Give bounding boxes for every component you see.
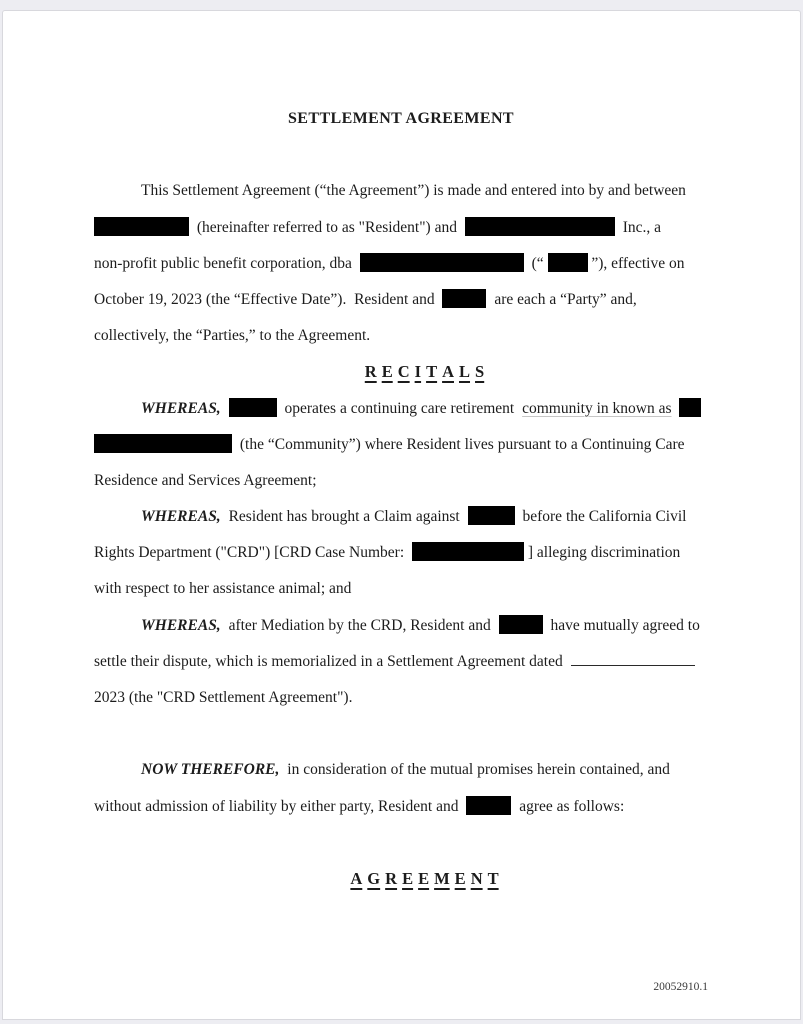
redaction-bar: [468, 506, 515, 525]
intro-text: (“: [531, 254, 544, 272]
whereas-text: have mutually agreed to: [550, 616, 700, 634]
redaction-bar: [94, 217, 189, 236]
whereas-3-line-3: [94, 680, 708, 716]
intro-line-3: [94, 246, 708, 282]
whereas-text: (the “Community”) where Resident lives pursuant to a Continuing Care: [239, 435, 685, 453]
redaction-bar: [465, 217, 615, 236]
intro-text: Inc., a: [622, 218, 662, 236]
redaction-bar: [412, 542, 524, 561]
whereas-3-line-1: [94, 608, 708, 644]
whereas-2-line-1: [94, 499, 708, 535]
redaction-bar: [360, 253, 524, 272]
whereas-1-line-1: [94, 391, 708, 427]
whereas-lead: WHEREAS,: [141, 508, 221, 526]
document-control-number: 20052910.1: [653, 981, 708, 993]
document-title: SETTLEMENT AGREEMENT: [288, 110, 514, 127]
whereas-2-line-2: [94, 535, 708, 571]
whereas-text: operates a continuing care retirement: [284, 399, 515, 417]
intro-text: October 19, 2023 (the “Effective Date”). Resident and: [94, 290, 435, 308]
whereas-lead: WHEREAS,: [141, 616, 221, 634]
intro-line-5: [94, 318, 708, 354]
whereas-3-line-2: [94, 644, 708, 680]
redaction-bar: [679, 398, 701, 417]
whereas-2-line-3: [94, 571, 708, 607]
now-therefore-text: in consideration of the mutual promises herein contained, and: [287, 761, 670, 779]
now-therefore-text: without admission of liability by either party, Resident and: [94, 797, 459, 815]
intro-line-2: [94, 210, 708, 246]
intro-text: non-profit public benefit corporation, dba: [94, 254, 352, 272]
redaction-bar: [442, 289, 486, 308]
now-therefore-text: agree as follows:: [519, 797, 625, 815]
whereas-text: before the California Civil: [522, 508, 687, 526]
intro-text: This Settlement Agreement (“the Agreement”) is made and entered into by and between: [141, 182, 686, 200]
intro-text: (hereinafter referred to as "Resident") and: [196, 218, 457, 236]
redaction-bar: [466, 796, 511, 815]
whereas-1-line-3: [94, 463, 708, 499]
agreement-heading: [94, 861, 708, 897]
whereas-text: Rights Department ("CRD") [CRD Case Number:: [94, 544, 405, 562]
intro-line-4: [94, 282, 708, 318]
intro-text: are each a “Party” and,: [494, 290, 637, 308]
whereas-text: ] alleging discrimination: [527, 544, 681, 562]
agreement-heading-text: A G R E E M E N T: [350, 868, 499, 888]
spacer: [94, 137, 708, 173]
whereas-text: Resident has brought a Claim against: [228, 508, 460, 526]
intro-line-1: [94, 173, 708, 209]
intro-text: ”), effective on: [591, 254, 685, 272]
redaction-bar: [229, 398, 277, 417]
intro-text: collectively, the “Parties,” to the Agreement.: [94, 327, 371, 345]
now-therefore-line-1: [94, 752, 708, 788]
spacer: [94, 716, 708, 752]
recitals-heading-text: R E C I T A L S: [364, 362, 485, 382]
whereas-text: 2023 (the "CRD Settlement Agreement").: [94, 689, 353, 706]
now-therefore-lead: NOW THEREFORE,: [141, 761, 280, 779]
whereas-text: after Mediation by the CRD, Resident and: [228, 616, 491, 634]
whereas-text-underlined: community in known as: [522, 399, 672, 417]
recitals-heading: [94, 354, 708, 390]
document-page: [2, 10, 801, 1020]
signature-date-blank: [571, 651, 695, 666]
whereas-text: settle their dispute, which is memorialized in a Settlement Agreement dated: [94, 652, 563, 670]
whereas-text: with respect to her assistance animal; and: [94, 580, 352, 598]
whereas-lead: WHEREAS,: [141, 399, 221, 417]
redaction-bar: [499, 615, 543, 634]
whereas-text: Residence and Services Agreement;: [94, 471, 317, 489]
spacer: [94, 825, 708, 861]
now-therefore-line-2: [94, 789, 708, 825]
whereas-1-line-2: [94, 427, 708, 463]
redaction-bar: [94, 434, 232, 453]
redaction-bar: [548, 253, 588, 272]
